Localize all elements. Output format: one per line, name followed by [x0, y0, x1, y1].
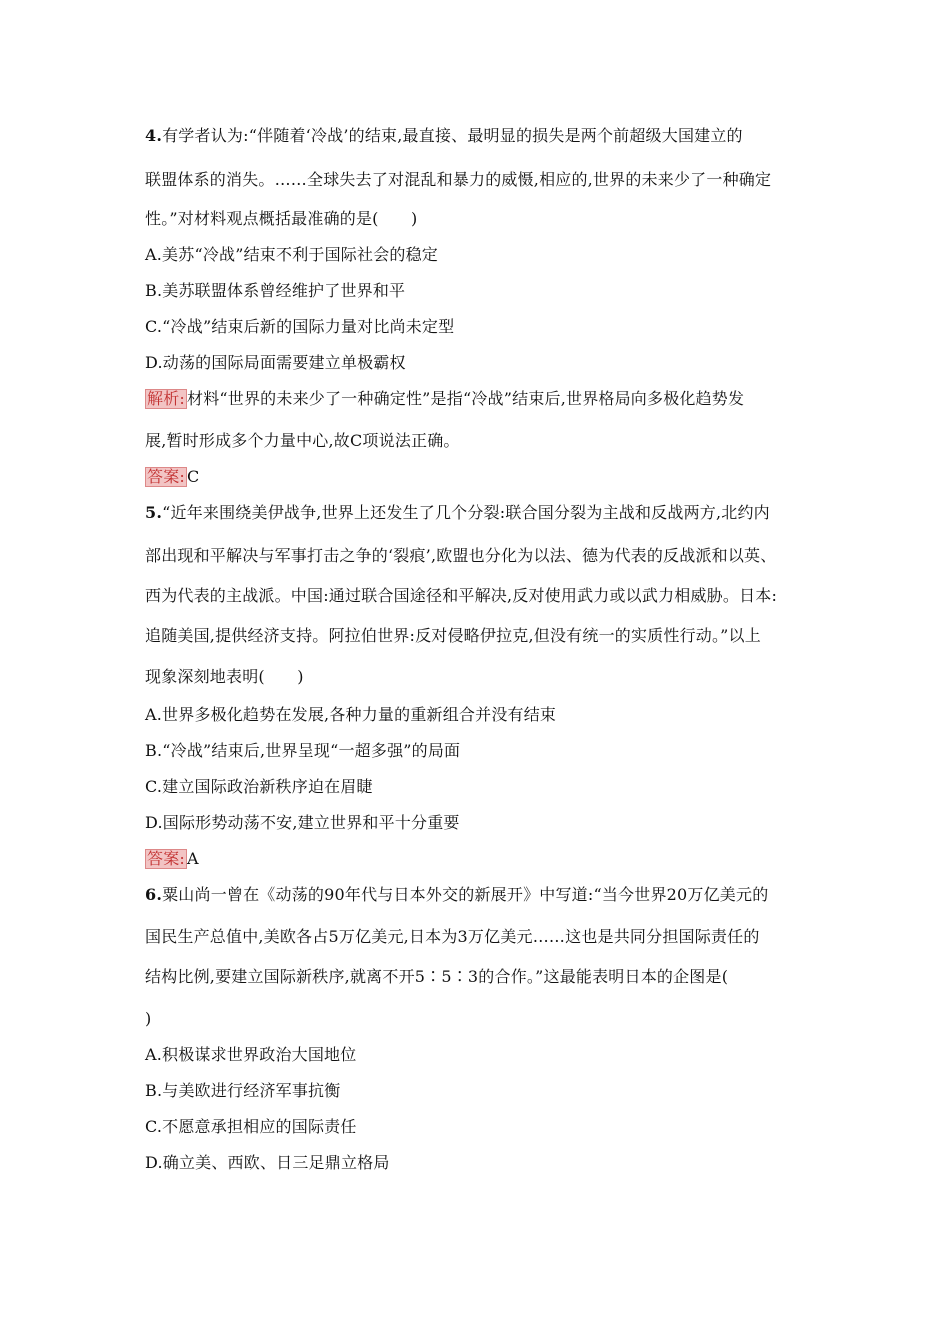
- q4-answer: 答案: C: [147, 467, 200, 486]
- q5-stem-line-4: 追随美国,提供经济支持。阿拉伯世界:反对侵略伊拉克,但没有统一的实质性行动。”以上: [145, 626, 761, 645]
- answer-tag: 答案:: [147, 849, 185, 868]
- q4-analysis-line-1: 解析: 材料“世界的未来少了一种确定性”是指“冷战”结束后,世界格局向多极化趋势发: [147, 389, 745, 408]
- q6-option-b: B.与美欧进行经济军事抗衡: [145, 1081, 341, 1100]
- q4-stem-line-1: 4.有学者认为:“伴随着‘冷战’的结束,最直接、最明显的损失是两个前超级大国建立的: [145, 126, 743, 145]
- q5-stem-line-5: 现象深刻地表明( ): [145, 667, 304, 686]
- q6-stem-line-1: 6.粟山尚一曾在《动荡的90年代与日本外交的新展开》中写道:“当今世界20万亿美元的: [145, 885, 769, 904]
- q5-answer: 答案: A: [147, 849, 199, 868]
- q6-option-d: D.确立美、西欧、日三足鼎立格局: [145, 1153, 390, 1172]
- q4-option-d: D.动荡的国际局面需要建立单极霸权: [145, 353, 406, 372]
- q6-option-c: C.不愿意承担相应的国际责任: [145, 1117, 357, 1136]
- analysis-tag: 解析:: [147, 389, 185, 408]
- q4-analysis-line-2: 展,暂时形成多个力量中心,故C项说法正确。: [145, 431, 460, 450]
- q4-stem-line-2: 联盟体系的消失。……全球失去了对混乱和暴力的威慑,相应的,世界的未来少了一种确定: [145, 170, 772, 189]
- q5-option-d: D.国际形势动荡不安,建立世界和平十分重要: [145, 813, 460, 832]
- q5-stem-line-1: 5.“近年来围绕美伊战争,世界上还发生了几个分裂:联合国分裂为主战和反战两方,北约内: [145, 503, 770, 522]
- q6-stem-line-2: 国民生产总值中,美欧各占5万亿美元,日本为3万亿美元……这也是共同分担国际责任的: [145, 927, 760, 946]
- q4-option-c: C.“冷战”结束后新的国际力量对比尚未定型: [145, 317, 455, 336]
- q4-option-b: B.美苏联盟体系曾经维护了世界和平: [145, 281, 406, 300]
- q5-stem-line-3: 西为代表的主战派。中国:通过联合国途径和平解决,反对使用武力或以武力相威胁。日本:: [145, 586, 778, 605]
- q6-option-a: A.积极谋求世界政治大国地位: [145, 1045, 357, 1064]
- q4-option-a: A.美苏“冷战”结束不利于国际社会的稳定: [145, 245, 439, 264]
- q6-stem-line-4: ): [145, 1009, 152, 1028]
- answer-tag: 答案:: [147, 467, 185, 486]
- q5-option-b: B.“冷战”结束后,世界呈现“一超多强”的局面: [145, 741, 461, 760]
- q4-stem-line-3: 性。”对材料观点概括最准确的是( ): [145, 209, 418, 228]
- q5-option-c: C.建立国际政治新秩序迫在眉睫: [145, 777, 373, 796]
- q6-stem-line-3: 结构比例,要建立国际新秩序,就离不开5∶5∶3的合作。”这最能表明日本的企图是(: [145, 967, 729, 986]
- q5-stem-line-2: 部出现和平解决与军事打击之争的‘裂痕’,欧盟也分化为以法、德为代表的反战派和以英、: [145, 546, 777, 565]
- q5-option-a: A.世界多极化趋势在发展,各种力量的重新组合并没有结束: [145, 705, 557, 724]
